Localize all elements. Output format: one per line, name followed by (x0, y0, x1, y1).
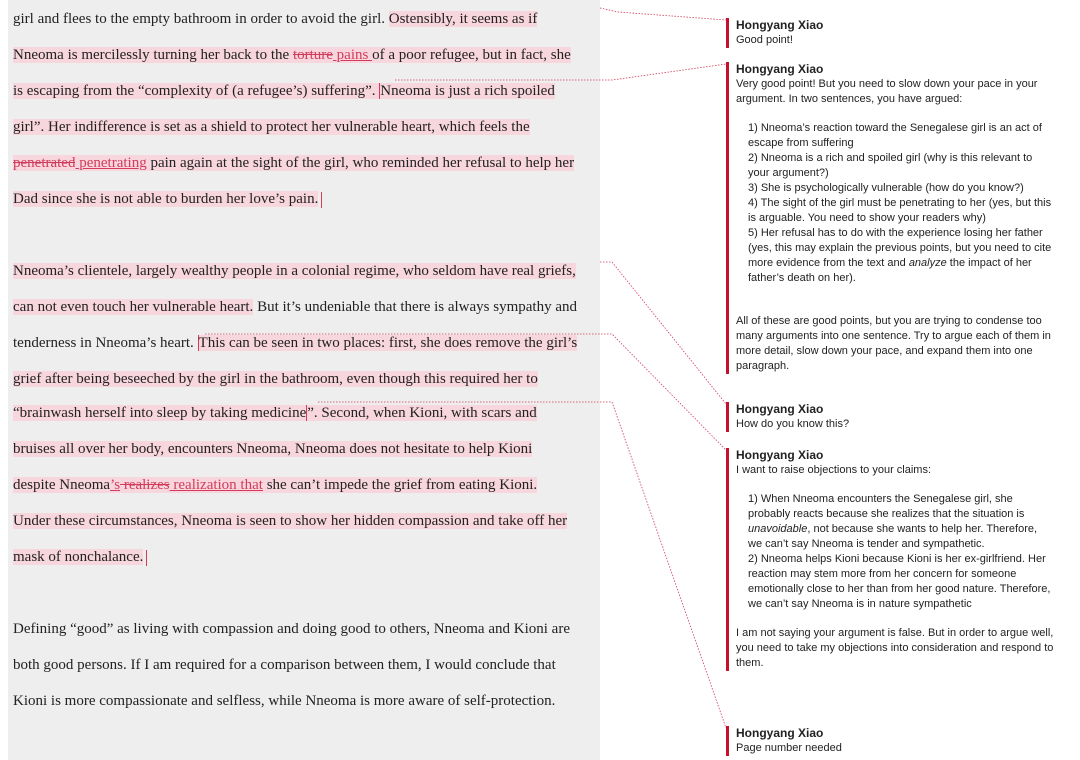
commented-text: girl”. Her indifference is set as a shield to protect her vulnerable heart, which feels the (13, 119, 530, 135)
spacer (736, 107, 1054, 121)
comment-list (736, 121, 1054, 286)
text-run: girl and flees to the empty bathroom in order to avoid the girl. (13, 11, 389, 27)
comment-card[interactable] (726, 448, 1054, 671)
tracked-insertion[interactable]: realization that (169, 477, 263, 493)
commented-text: This can be seen in two places: first, she does remove the girl’s (198, 335, 578, 351)
document-line[interactable] (13, 186, 322, 212)
comment-list-item: 2) Nneoma is a rich and spoiled girl (why is this relevant to your argument?) (748, 152, 1033, 179)
comment-card[interactable] (726, 18, 1054, 48)
commented-text: can not even touch her vulnerable heart. (13, 299, 254, 315)
tracked-deletion[interactable]: realizes (120, 477, 170, 493)
document-line[interactable] (13, 544, 147, 570)
comment-list-item: 1) Nneoma’s reaction toward the Senegalese girl is an act of escape from suffering (748, 122, 1042, 149)
comment-list-item: 2) Nneoma helps Kioni because Kioni is her ex-girlfriend. Her reaction may stem more from her concern for someone emotionally close to her than from her good nature. Therefore, we can’t say Nneoma is in nature sympathetic (748, 553, 1051, 610)
document-line[interactable] (13, 330, 577, 356)
text-run: Defining “good” as living with compassion and doing good to others, Nneoma and Kioni are (13, 621, 570, 637)
comment-text: Page number needed (736, 742, 842, 754)
commented-text: . Second, when Kioni, with scars and (313, 405, 537, 421)
comments-pane (720, 0, 1080, 760)
commented-text: is escaping from the “complexity of (a refugee’s) suffering”. (13, 83, 380, 99)
document-line[interactable] (13, 508, 567, 534)
text-run: both good persons. If I am required for a comparison between them, I would conclude that (13, 657, 556, 673)
document-line[interactable] (13, 42, 571, 68)
comment-text: Good point! (736, 34, 793, 46)
document-line[interactable] (13, 78, 555, 104)
comment-card[interactable] (726, 726, 1054, 756)
comment-card[interactable] (726, 62, 1054, 374)
document-line[interactable] (13, 652, 556, 678)
commented-text: of a poor refugee, but in fact, she (372, 47, 571, 63)
comment-author: Hongyang Xiao (736, 726, 824, 740)
commented-text: she can’t impede the grief from eating Kioni. (262, 477, 538, 493)
comment-author: Hongyang Xiao (736, 18, 824, 32)
commented-text: despite Nneoma (13, 477, 111, 493)
commented-text: bruises all over her body, encounters Nneoma, Nneoma does not hesitate to help Kioni (13, 441, 533, 457)
spacer (736, 612, 1054, 626)
commented-text: Nneoma is just a rich spoiled (380, 83, 555, 99)
document-line[interactable] (13, 294, 577, 320)
commented-text: Nneoma is mercilessly turning her back to the (13, 47, 293, 63)
comment-text: Very good point! But you need to slow down your pace in your argument. In two sentences, you have argued: (736, 78, 1038, 105)
comment-connector-line (600, 262, 726, 404)
comment-list-item: 1) When Nneoma encounters the Senegalese girl, she probably reacts because she realizes that the situation is unavoidable, not because she wants to help her. Therefore, we can’t say Nneoma is tender and sympathetic. (748, 493, 1038, 550)
spacer (736, 478, 1054, 492)
commented-text: pain again at the sight of the girl, who reminded her refusal to help her (146, 155, 575, 171)
comment-anchor-marker (146, 550, 147, 566)
commented-text: ” (307, 405, 314, 421)
text-run: Kioni is more compassionate and selfless, while Nneoma is more aware of self-protection. (13, 693, 556, 709)
document-line[interactable] (13, 436, 532, 462)
comment-list (736, 492, 1054, 612)
commented-text: Under these circumstances, Nneoma is seen to show her hidden compassion and take off her (13, 513, 568, 529)
text-run: But it’s undeniable that there is always sympathy and (253, 299, 577, 315)
tracked-insertion[interactable]: pains (332, 47, 373, 63)
spacer (736, 286, 1054, 300)
document-line[interactable] (13, 472, 537, 498)
comment-text: I want to raise objections to your claims: (736, 464, 932, 476)
comment-author: Hongyang Xiao (736, 62, 824, 76)
document-line[interactable] (13, 400, 537, 426)
document-line[interactable] (13, 150, 574, 176)
comment-list-item: 4) The sight of the girl must be penetrating to her (yes, but this is arguable. You need to show your readers why) (748, 197, 1052, 224)
tracked-deletion[interactable]: torture (292, 47, 333, 63)
comment-connector-line (600, 8, 726, 20)
commented-text: grief after being beseeched by the girl in the bathroom, even though this required her to (13, 371, 538, 387)
tracked-deletion[interactable]: penetrated (13, 155, 76, 171)
commented-text: Nneoma’s clientele, largely wealthy people in a colonial regime, who seldom have real griefs, (13, 263, 576, 279)
document-line[interactable] (13, 114, 530, 140)
tracked-insertion[interactable]: penetrating (75, 155, 147, 171)
comment-anchor-marker (321, 192, 322, 208)
comment-text: How do you know this? (736, 418, 850, 430)
commented-text: “brainwash herself into sleep by taking medicine (13, 405, 307, 421)
comment-card[interactable] (726, 402, 1054, 432)
comment-list-item: 3) She is psychologically vulnerable (how do you know?) (748, 182, 1024, 194)
document-line[interactable] (13, 6, 537, 32)
text-run: tenderness in Nneoma’s heart. (13, 335, 198, 351)
comment-list-item: 5) Her refusal has to do with the experience losing her father (yes, this may explain the previous points, but you need to cite more evidence from the text and analyze the impact of her father’s death on her). (748, 227, 1052, 284)
spacer (736, 300, 1054, 314)
comment-author: Hongyang Xiao (736, 402, 824, 416)
document-line[interactable] (13, 688, 555, 714)
document-line[interactable] (13, 258, 576, 284)
document-line[interactable] (13, 616, 570, 642)
commented-text: Ostensibly, it seems as if (388, 11, 538, 27)
comment-text: I am not saying your argument is false. But in order to argue well, you need to take my objections into consideration and respond to them. (736, 627, 1054, 669)
commented-text: Dad since she is not able to burden her love’s pain. (13, 191, 319, 207)
comment-author: Hongyang Xiao (736, 448, 824, 462)
comment-text: All of these are good points, but you are trying to condense too many arguments into one sentence. Try to argue each of them in more detail, slow down your pace, and expand them into one paragraph. (736, 315, 1051, 372)
tracked-insertion[interactable]: ’s (110, 477, 121, 493)
document-line[interactable] (13, 366, 538, 392)
commented-text: mask of nonchalance. (13, 549, 144, 565)
